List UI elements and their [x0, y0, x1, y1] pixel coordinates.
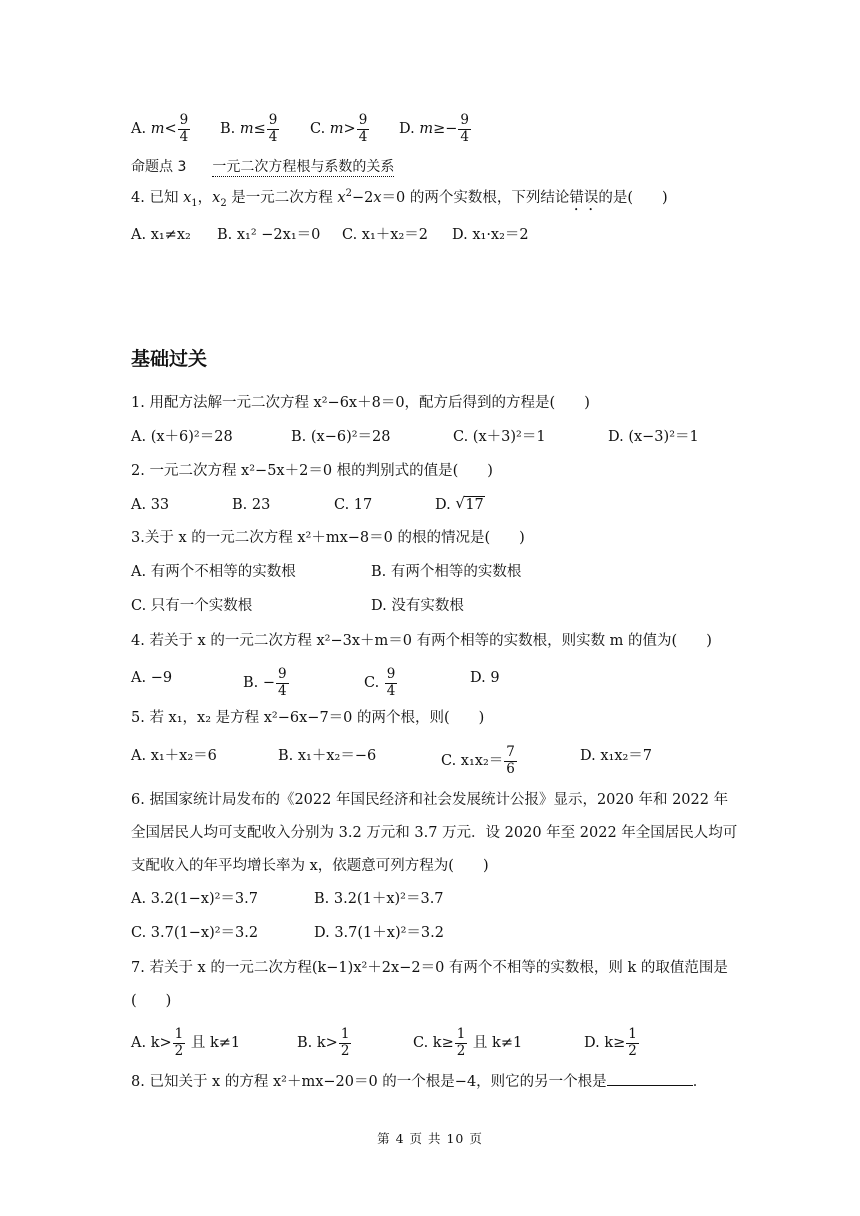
q6-option-d: D. 3.7(1＋x)²＝3.2 [314, 925, 444, 941]
q2-option-b: B. 23 [232, 497, 271, 513]
q3-option-d: D. 没有实数根 [371, 598, 464, 614]
sqrt-icon: √ [455, 494, 465, 512]
q3-option-a: A. 有两个不相等的实数根 [131, 564, 296, 580]
q6-option-c: C. 3.7(1−x)²＝3.2 [131, 925, 259, 941]
question-2: 2. 一元二次方程 x²−5x＋2＝0 根的判别式的值是( ) [131, 463, 493, 479]
question-6-line-1: 6. 据国家统计局发布的《2022 年国民经济和社会发展统计公报》显示，2020 年和 2022 年 [131, 792, 729, 808]
q6-option-b: B. 3.2(1＋x)²＝3.7 [314, 891, 444, 907]
option-c: C. m> $\frac{9}{4}$ [310, 112, 368, 145]
q2-option-a: A. 33 [131, 497, 170, 513]
answer-blank [607, 1071, 693, 1086]
topic-title: 一元二次方程根与系数的关系 [212, 159, 395, 175]
question-6-line-3: 支配收入的年平均增长率为 x，依题意可列方程为( ) [131, 858, 489, 874]
q1-option-d: D. (x−3)²＝1 [608, 429, 699, 445]
question-4: 4. 若关于 x 的一元二次方程 x²−3x＋m＝0 有两个相等的实数根，则实数 m 的值为( ) [131, 633, 712, 649]
option-b: B. m≤ $\frac{9}{4}$ [220, 112, 278, 145]
q4-option-d: D. 9 [470, 670, 500, 686]
top-question-4: 4. 已知 $x_1$，$x_2$ 是一元二次方程 $x^2-2x=0$ 的两个实数根，下列结论错误的是( ) [131, 188, 668, 209]
q2-option-c: C. 17 [334, 497, 373, 513]
option-a: A. m< $\frac{9}{4}$ [131, 112, 189, 145]
q1-option-a: A. (x＋6)²＝28 [131, 429, 233, 445]
q6-option-a: A. 3.2(1−x)²＝3.7 [131, 891, 258, 907]
q7-option-d: D. k≥ $\frac{1}{2}$ [584, 1026, 637, 1059]
question-8: 8. 已知关于 x 的方程 x²＋mx−20＝0 的一个根是−4，则它的另一个根是 ． [131, 1071, 707, 1092]
topic-line: 命题点 3 一元二次方程根与系数的关系 [131, 159, 395, 175]
q7-option-b: B. k> $\frac{1}{2}$ [297, 1026, 350, 1059]
option-d: D. m≥− $\frac{9}{4}$ [399, 112, 469, 145]
question-7-line-2: ( ) [131, 993, 172, 1009]
q5-option-b: B. x₁＋x₂＝−6 [278, 748, 377, 764]
q5-option-a: A. x₁＋x₂＝6 [131, 748, 217, 764]
question-6-line-2: 全国居民人均可支配收入分别为 3.2 万元和 3.7 万元．设 2020 年至 2022 年全国居民人均可 [131, 825, 738, 841]
q3-option-c: C. 只有一个实数根 [131, 598, 253, 614]
question-1: 1. 用配方法解一元二次方程 x²−6x＋8＝0，配方后得到的方程是( ) [131, 395, 590, 411]
q7-option-c: C. k≥ $\frac{1}{2}$ 且 k≠1 [413, 1026, 523, 1059]
page-footer: 第 4 页 共 10 页 [377, 1131, 483, 1146]
q2-option-d: D. √ 17 [435, 494, 484, 513]
section-heading: 基础过关 [131, 348, 208, 370]
q4-option-b: B. − $\frac{9}{4}$ [243, 666, 287, 699]
q3-option-b: B. 有两个相等的实数根 [371, 564, 522, 580]
question-5: 5. 若 x₁，x₂ 是方程 x²−6x−7＝0 的两个根，则( ) [131, 710, 485, 726]
question-3: 3.关于 x 的一元二次方程 x²＋mx−8＝0 的根的情况是( ) [131, 530, 525, 546]
question-7-line-1: 7. 若关于 x 的一元二次方程(k−1)x²＋2x−2＝0 有两个不相等的实数根，则 k 的取值范围是 [131, 960, 728, 976]
q7-option-a: A. k> $\frac{1}{2}$ 且 k≠1 [131, 1026, 241, 1059]
q5-option-c: C. x₁x₂＝ $\frac{7}{6}$ [441, 744, 515, 777]
top-q4-option-b: B. x₁² −2x₁＝0 [217, 227, 321, 243]
top-q4-option-d: D. x₁·x₂＝2 [452, 227, 529, 243]
top-q4-option-c: C. x₁＋x₂＝2 [342, 227, 429, 243]
q4-option-c: C. $\frac{9}{4}$ [364, 666, 396, 699]
q4-option-a: A. −9 [131, 670, 173, 686]
q5-option-d: D. x₁x₂＝7 [580, 748, 653, 764]
q1-option-b: B. (x−6)²＝28 [291, 429, 391, 445]
q1-option-c: C. (x＋3)²＝1 [453, 429, 546, 445]
top-q4-option-a: A. x₁≠x₂ [131, 227, 191, 243]
